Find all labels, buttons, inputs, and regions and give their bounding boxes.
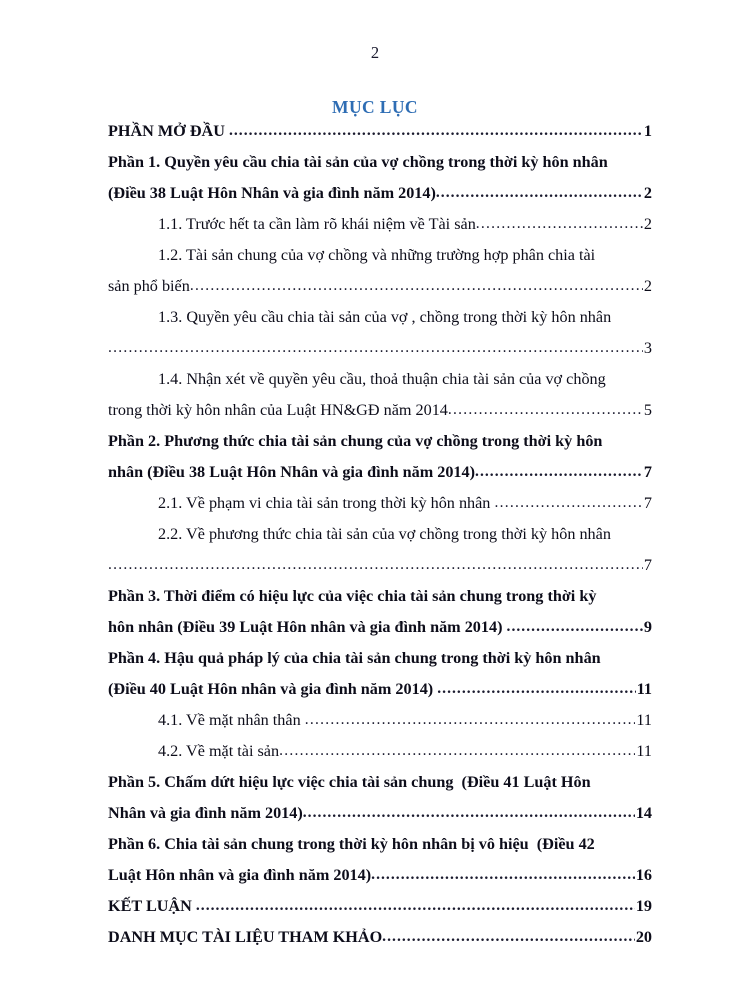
toc-entry-line	[108, 618, 652, 649]
toc-page-number: 11	[636, 711, 652, 729]
toc-entry-label: Phần 5. Chấm dứt hiệu lực việc chia tài sản chung (Điều 41 Luật Hôn	[108, 773, 591, 791]
toc-entry-line	[108, 680, 652, 711]
toc-entry-line	[108, 308, 652, 339]
toc-page-number: 11	[636, 680, 652, 698]
dot-leader	[382, 928, 635, 946]
toc-page-number: 2	[643, 277, 652, 295]
toc-entry-line	[108, 866, 652, 897]
toc-entry-line	[108, 463, 652, 494]
toc-entry-line	[108, 494, 652, 525]
toc-entry[interactable]	[108, 370, 652, 432]
dot-leader	[436, 184, 643, 202]
toc-entry[interactable]	[108, 742, 652, 773]
toc-entry[interactable]	[108, 928, 652, 959]
toc-entry[interactable]	[108, 122, 652, 153]
toc-entry[interactable]	[108, 897, 652, 928]
table-of-contents	[108, 122, 652, 959]
toc-entry-label: Phần 2. Phương thức chia tài sản chung của vợ chồng trong thời kỳ hôn	[108, 432, 603, 450]
dot-leader	[108, 339, 643, 357]
dot-leader	[371, 866, 635, 884]
toc-entry-label: PHẦN MỞ ĐẦU	[108, 122, 229, 140]
toc-page-number: 16	[635, 866, 652, 884]
dot-leader	[196, 897, 635, 915]
toc-entry-line	[108, 773, 652, 804]
toc-page-number: 7	[643, 556, 652, 574]
toc-entry-line	[108, 897, 652, 928]
toc-entry-label: 4.1. Về mặt nhân thân	[158, 711, 305, 729]
toc-entry-label: 2.2. Về phương thức chia tài sản của vợ chồng trong thời kỳ hôn nhân	[158, 525, 611, 543]
toc-entry[interactable]	[108, 649, 652, 711]
dot-leader	[494, 494, 642, 512]
toc-entry-label: (Điều 40 Luật Hôn nhân và gia đình năm 2014)	[108, 680, 438, 698]
toc-entry[interactable]	[108, 525, 652, 587]
toc-entry-line	[108, 649, 652, 680]
toc-page-number: 7	[643, 494, 652, 512]
toc-entry-label: DANH MỤC TÀI LIỆU THAM KHẢO	[108, 928, 383, 946]
toc-entry[interactable]	[108, 153, 652, 215]
toc-entry-line	[108, 432, 652, 463]
toc-entry-line	[108, 711, 652, 742]
toc-entry-line	[108, 122, 652, 153]
toc-entry[interactable]	[108, 246, 652, 308]
toc-page-number: 3	[643, 339, 652, 357]
toc-entry-label: 2.1. Về phạm vi chia tài sản trong thời kỳ hôn nhân	[158, 494, 495, 512]
toc-entry-line	[108, 401, 652, 432]
dot-leader	[507, 618, 643, 636]
dot-leader	[303, 804, 635, 822]
toc-entry-label: Luật Hôn nhân và gia đình năm 2014)	[108, 866, 372, 884]
toc-entry-line	[108, 556, 652, 587]
toc-entry-line	[108, 804, 652, 835]
toc-entry-label: Nhân và gia đình năm 2014)	[108, 804, 303, 822]
dot-leader	[448, 401, 643, 419]
toc-entry-label: nhân (Điều 38 Luật Hôn Nhân và gia đình năm 2014)	[108, 463, 476, 481]
toc-entry-label: 1.4. Nhận xét về quyền yêu cầu, thoả thuận chia tài sản của vợ chồng	[158, 370, 606, 388]
toc-entry[interactable]	[108, 432, 652, 494]
toc-entry[interactable]	[108, 308, 652, 370]
toc-entry-label: sản phổ biến	[108, 277, 190, 295]
toc-entry-label: hôn nhân (Điều 39 Luật Hôn nhân và gia đình năm 2014)	[108, 618, 507, 636]
toc-entry-line	[108, 339, 652, 370]
toc-entry-line	[108, 153, 652, 184]
toc-page-number: 11	[636, 742, 652, 760]
toc-entry[interactable]	[108, 835, 652, 897]
dot-leader	[279, 742, 635, 760]
dot-leader	[190, 277, 643, 295]
toc-page-number: 14	[635, 804, 652, 822]
dot-leader	[476, 215, 643, 233]
toc-entry-label: Phần 6. Chia tài sản chung trong thời kỳ hôn nhân bị vô hiệu (Điều 42	[108, 835, 595, 853]
dot-leader	[108, 556, 643, 574]
toc-entry[interactable]	[108, 773, 652, 835]
toc-entry-label: KẾT LUẬN	[108, 897, 196, 915]
toc-page-number: 20	[635, 928, 652, 946]
toc-entry-line	[108, 246, 652, 277]
toc-entry-label: 1.1. Trước hết ta cần làm rõ khái niệm về Tài sản	[158, 215, 476, 233]
toc-entry-label: Phần 3. Thời điểm có hiệu lực của việc chia tài sản chung trong thời kỳ	[108, 587, 597, 605]
toc-entry[interactable]	[108, 587, 652, 649]
toc-entry-line	[108, 525, 652, 556]
toc-page-number: 5	[643, 401, 652, 419]
toc-entry-label: 1.2. Tài sản chung của vợ chồng và những trường hợp phân chia tài	[158, 246, 596, 264]
toc-entry[interactable]	[108, 494, 652, 525]
toc-entry-line	[108, 277, 652, 308]
toc-entry-line	[108, 215, 652, 246]
page-title: MỤC LỤC	[332, 97, 418, 117]
toc-entry-label: 4.2. Về mặt tài sản	[158, 742, 280, 760]
toc-entry-line	[108, 928, 652, 959]
toc-entry-label: Phần 4. Hậu quả pháp lý của chia tài sản chung trong thời kỳ hôn nhân	[108, 649, 601, 667]
toc-entry-label: (Điều 38 Luật Hôn Nhân và gia đình năm 2014)	[108, 184, 436, 202]
dot-leader	[475, 463, 643, 481]
toc-entry-line	[108, 184, 652, 215]
toc-page-number: 2	[643, 215, 652, 233]
toc-entry-label: trong thời kỳ hôn nhân của Luật HN&GĐ năm 2014	[108, 401, 448, 419]
dot-leader	[437, 680, 635, 698]
dot-leader	[305, 711, 636, 729]
toc-page-number: 7	[643, 463, 652, 481]
toc-entry-line	[108, 587, 652, 618]
toc-entry-label: 1.3. Quyền yêu cầu chia tài sản của vợ , chồng trong thời kỳ hôn nhân	[158, 308, 612, 326]
toc-page-number: 1	[643, 122, 652, 140]
toc-page-number: 9	[643, 618, 652, 636]
toc-entry-label: Phần 1. Quyền yêu cầu chia tài sản của vợ chồng trong thời kỳ hôn nhân	[108, 153, 608, 171]
toc-entry-line	[108, 835, 652, 866]
toc-entry-line	[108, 742, 652, 773]
toc-page-number: 2	[643, 184, 652, 202]
toc-entry[interactable]	[108, 711, 652, 742]
dot-leader	[229, 122, 643, 140]
toc-page-number: 19	[635, 897, 652, 915]
toc-entry-line	[108, 370, 652, 401]
page-number: 2	[370, 43, 380, 62]
toc-entry[interactable]	[108, 215, 652, 246]
